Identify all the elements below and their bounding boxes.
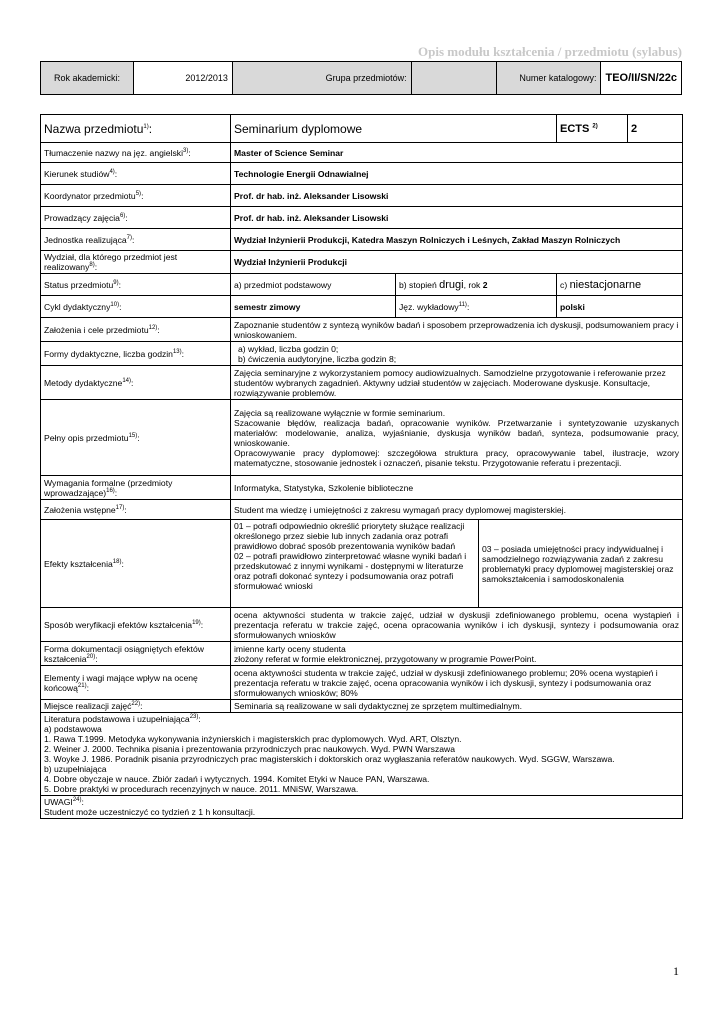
cycle-value: semestr zimowy (231, 296, 396, 318)
catalog-value: TEO/II/SN/22c (601, 62, 682, 95)
page-number: 1 (673, 964, 679, 978)
full-description-para: Szacowanie błędów, realizacja badań, opracowanie wyników. Przetwarzanie i syntetyzowanie uzyskanych materiałów: modelowanie, analiza, wyjaśnianie, dyskusja wyników badań, synteza, podsumowanie pracy, wnioskowanie. (234, 417, 680, 448)
status-a: a) przedmiot podstawowy (231, 274, 396, 296)
full-description-label: Pełny opis przedmiotu$^{15)}$: (41, 400, 231, 476)
effects-right: 03 – posiada umiejętności pracy indywidualnej i samodzielnego rozwiązywania zadań z zakresu problematyki pracy dyplomowej magisterskiej oraz samokształcenia i samodoskonalenia (479, 520, 683, 608)
prereq-label: Założenia wstępne$^{17)}$: (41, 500, 231, 520)
full-description-value (231, 400, 683, 476)
lang-label: Jęz. wykładowy$^{11)}$: (396, 296, 557, 318)
methods-label: Metody dydaktyczne$^{14)}$: (41, 366, 231, 400)
syllabus-table (40, 114, 683, 819)
effects-left: 01 – potrafi odpowiednio określić priorytety służące realizacji określonego przez siebie lub innych zadania oraz potrafi prawidłowo dobrać sposób prezentowania wyników badań 02 – potrafi prawidłowo zinterpretować własne wyniki badań i przedskutować z innymi wynikami - dostępnymi w literaturze oraz potrafi dokonać syntezy i podsumowania oraz potrafi sformułować wnioski (231, 520, 479, 608)
formal-value: Informatyka, Statystyka, Szkolenie biblioteczne (231, 476, 683, 500)
docs-value (231, 642, 683, 666)
place-value: Seminaria są realizowane w sali dydaktycznej ze sprzętem multimedialnym. (231, 700, 683, 713)
methods-value: Zajęcia seminaryjne z wykorzystaniem pomocy audiowizualnych. Samodzielne przygotowanie i referowanie przez studentów wybranych zagadnień. Aktywny udział studentów w zajęciach. Moderowane dyskusje. Konsultacje, rozwiązywanie problemów. (231, 366, 683, 400)
literature-basic-heading: a) podstawowa (44, 724, 102, 734)
course-name-row (41, 115, 683, 143)
group-label: Grupa przedmiotów: (232, 62, 411, 95)
verify-label: Sposób weryfikacji efektów kształcenia$^{19)}$: (41, 608, 231, 642)
docs-item: imienne karty oceny studenta (234, 643, 346, 654)
literature-title: Literatura podstawowa i uzupełniająca$^{23)}$: (44, 714, 201, 724)
ects-label: ECTS $^{2)}$ (557, 115, 628, 143)
docs-item: złożony referat w formie elektronicznej, przygotowany w programie PowerPoint. (234, 653, 537, 664)
remarks-cell (41, 796, 683, 819)
weights-label: Elementy i wagi mające wpływ na ocenę końcową$^{21)}$: (41, 666, 231, 700)
group-value (411, 62, 496, 95)
field-value: Technologie Energii Odnawialnej (231, 163, 683, 185)
literature-item: 1. Rawa T.1999. Metodyka wykonywania inżynierskich i magisterskich prac dyplomowych. Wyd. ART, Olsztyn. (44, 734, 462, 744)
unit-value: Wydział Inżynierii Produkcji, Katedra Maszyn Rolniczych i Leśnych, Zakład Maszyn Rolniczych (231, 229, 683, 251)
literature-item: 3. Woyke J. 1986. Poradnik pisania przyrodniczych prac magisterskich i doktorskich oraz wygłaszania referatów naukowych. Wyd. SGGW, Warszawa. (44, 754, 615, 764)
cycle-label: Cykl dydaktyczny$^{10)}$: (41, 296, 231, 318)
formal-label: Wymagania formalne (przedmioty wprowadzające)$^{16)}$: (41, 476, 231, 500)
status-label: Status przedmiotu$^{9)}$: (41, 274, 231, 296)
docs-label: Forma dokumentacji osiągniętych efektów kształcenia$^{20)}$: (41, 642, 231, 666)
translation-label: Tłumaczenie nazwy na jęz. angielski$^{3)}$: (41, 143, 231, 163)
remarks-title: UWAGI$^{24)}$: (44, 797, 84, 807)
ects-value: 2 (628, 115, 683, 143)
faculty-label: Wydział, dla którego przedmiot jest realizowany$^{8)}$: (41, 251, 231, 274)
aims-label: Założenia i cele przedmiotu$^{12)}$: (41, 318, 231, 342)
forms-value (231, 342, 683, 366)
status-b: b) stopień drugi, rok 2 (396, 274, 557, 296)
literature-item: 2. Weiner J. 2000. Technika pisania i prezentowania przyrodniczych prac naukowych. Wyd. PWN Warszawa (44, 744, 456, 754)
literature-item: 4. Dobre obyczaje w nauce. Zbiór zadań i wytycznych. 1994. Komitet Etyki w Nauce PAN, Warszawa. (44, 774, 430, 784)
forms-item: a) wykład, liczba godzin 0; (238, 343, 339, 354)
forms-label: Formy dydaktyczne, liczba godzin$^{13)}$: (41, 342, 231, 366)
document-title: Opis modułu kształcenia / przedmiotu (sylabus) (417, 44, 682, 59)
aims-value: Zapoznanie studentów z syntezą wyników badań i sposobem przeprowadzenia ich dyskusji, podsumowaniem pracy i wnioskowaniem. (231, 318, 683, 342)
course-name: Seminarium dyplomowe (231, 115, 557, 143)
course-name-label: Nazwa przedmiotu$^{1)}$: (41, 115, 231, 143)
remarks-text: Student może uczestniczyć co tydzień z 1 h konsultacji. (44, 807, 256, 817)
lang-value: polski (557, 296, 683, 318)
academic-year-label: Rok akademicki: (41, 62, 134, 95)
coordinator-label: Koordynator przedmiotu$^{5)}$: (41, 185, 231, 207)
field-label: Kierunek studiów$^{4)}$: (41, 163, 231, 185)
instructor-label: Prowadzący zajęcia$^{6)}$: (41, 207, 231, 229)
literature-item: 5. Dobre praktyki w procedurach recenzyjnych w nauce. 2011. MNiSW, Warszawa. (44, 784, 359, 794)
weights-value: ocena aktywności studenta w trakcie zajęć, udział w dyskusji zdefiniowanego problemu; 20% ocena wystąpień i prezentacja referatu w trakcie zajęć, ocena opracowania wyników i ich dyskusji, syntezy i podsumowania oraz sformułowanych wniosków; 80% (231, 666, 683, 700)
forms-item: b) ćwiczenia audytoryjne, liczba godzin 8; (238, 353, 397, 364)
literature-cell (41, 713, 683, 796)
place-label: Miejsce realizacji zajęć$^{22)}$: (41, 700, 231, 713)
faculty-value: Wydział Inżynierii Produkcji (231, 251, 683, 274)
unit-label: Jednostka realizująca$^{7)}$: (41, 229, 231, 251)
academic-year-value: 2012/2013 (133, 62, 232, 95)
full-description-para: Zajęcia są realizowane wyłącznie w formie seminarium. (234, 407, 446, 418)
status-c: c) niestacjonarne (557, 274, 683, 296)
full-description-para: Opracowywanie pracy dyplomowej: szczegółowa struktura pracy, opracowywanie tabel, ilustracje, wzory matematyczne, stosowanie jednostek i oznaczeń, pisanie tekstu. Przygotowanie referatu i prezentacji. (234, 447, 680, 468)
meta-table (40, 61, 682, 95)
translation-value: Master of Science Seminar (231, 143, 683, 163)
prereq-value: Student ma wiedzę i umiejętności z zakresu wymagań pracy dyplomowej magisterskiej. (231, 500, 683, 520)
coordinator-value: Prof. dr hab. inż. Aleksander Lisowski (231, 185, 683, 207)
effects-label: Efekty kształcenia$^{18)}$: (41, 520, 231, 608)
verify-value: ocena aktywności studenta w trakcie zajęć, udział w dyskusji zdefiniowanego problemu, ocena wystąpień i prezentacja referatu w trakcie zajęć, ocena opracowania wyników i ich dyskusji, syntezy i podsumowania oraz sformułowanych wniosków (231, 608, 683, 642)
instructor-value: Prof. dr hab. inż. Aleksander Lisowski (231, 207, 683, 229)
literature-supplementary-heading: b) uzupełniająca (44, 764, 107, 774)
catalog-label: Numer katalogowy: (496, 62, 601, 95)
